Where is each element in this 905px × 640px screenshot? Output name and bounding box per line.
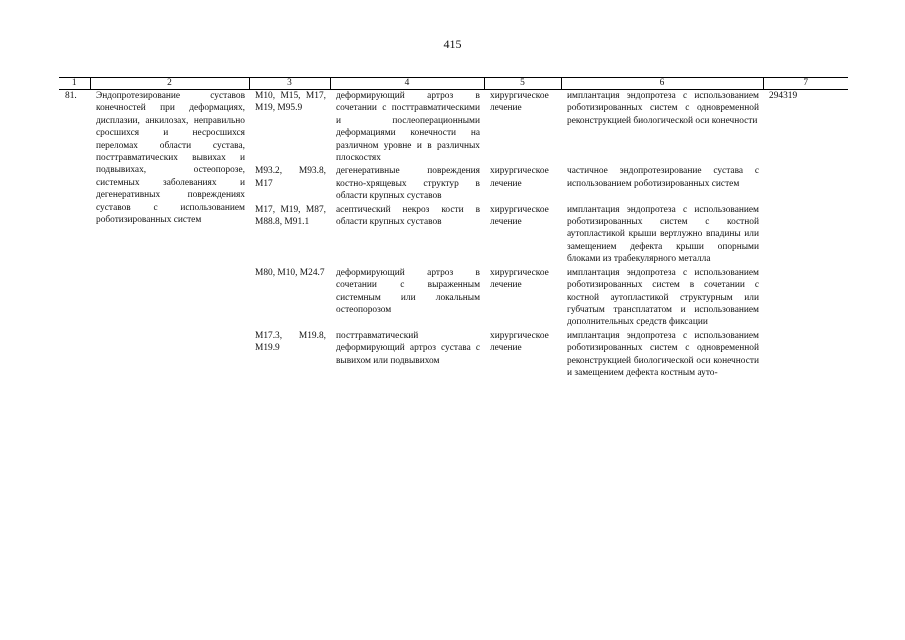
treatment-type: хирургическое лечение xyxy=(490,91,549,114)
group-name: Эндопротезирование суставов конечностей при деформациях, дисплазии, анкилозах, неправильно сросшихся и несросшихся переломах области сустава, посттравматических вывихах и подвывихах, остеопорозе, системных заболеваниях и дегенеративных повреждениях суставов с использованием роботизированных систем xyxy=(96,91,245,226)
column-number-row xyxy=(59,78,848,90)
diagnosis-codes: M93.2, M93.8, M17 xyxy=(255,166,326,189)
diagnosis-codes: M10, M15, M17, M19, M95.9 xyxy=(255,91,326,114)
treatment-type: хирургическое лечение xyxy=(490,204,549,228)
patient-model: посттравматический деформирующий артроз сустава с вывихом или подвывихом xyxy=(336,330,480,366)
table-row xyxy=(59,90,848,166)
patient-model: дегенеративные повреждения костно-хрящевых структур в области крупных суставов xyxy=(336,166,480,202)
treatment-method: имплантация эндопротеза с использованием роботизированных систем в сочетании с костной аутопластикой структурным или губчатым трансплататом и использованием дополнительных средств фиксации xyxy=(567,267,759,328)
diagnosis-codes: M80, M10, M24.7 xyxy=(255,267,325,278)
column-header-7: 7 xyxy=(763,78,848,90)
treatment-type: хирургическое лечение xyxy=(490,330,549,354)
column-header-2: 2 xyxy=(90,78,249,90)
column-header-4: 4 xyxy=(330,78,484,90)
treatment-method: частичное эндопротезирование сустава с использованием роботизированных систем xyxy=(567,166,759,189)
medical-services-table xyxy=(59,77,848,380)
group-number: 81. xyxy=(65,91,77,101)
treatment-type: хирургическое лечение xyxy=(490,267,549,291)
treatment-method: имплантация эндопротеза с использованием роботизированных систем с одновременной реконструкцией биологической оси конечности xyxy=(567,91,759,126)
column-header-5: 5 xyxy=(484,78,561,90)
treatment-method: имплантация эндопротеза с использованием роботизированных систем с одновременной реконструкцией биологической оси конечности и замещением дефекта костным ауто- xyxy=(567,330,759,378)
treatment-method: имплантация эндопротеза с использованием роботизированных систем с костной аутопластикой крыши вертлужно впадины или замещением дефекта крыши опорными блоками из трабекулярного металла xyxy=(567,204,759,265)
diagnosis-codes: M17, M19, M87, M88.8, M91.1 xyxy=(255,204,326,228)
diagnosis-codes: M17.3, M19.8, M19.9 xyxy=(255,330,326,354)
patient-model: деформирующий артроз в сочетании с посттравматическими и послеоперационными деформациями конечности на различном уровне и в различных плоскостях xyxy=(336,91,480,164)
group-price: 294319 xyxy=(769,91,798,101)
column-header-6: 6 xyxy=(561,78,763,90)
patient-model: асептический некроз кости в области крупных суставов xyxy=(336,204,480,228)
patient-model: деформирующий артроз в сочетании с выраженным системным или локальным остеопорозом xyxy=(336,267,480,315)
page-number: 415 xyxy=(443,37,462,51)
column-header-3: 3 xyxy=(249,78,330,90)
treatment-type: хирургическое лечение xyxy=(490,166,549,189)
column-header-1: 1 xyxy=(59,78,90,90)
